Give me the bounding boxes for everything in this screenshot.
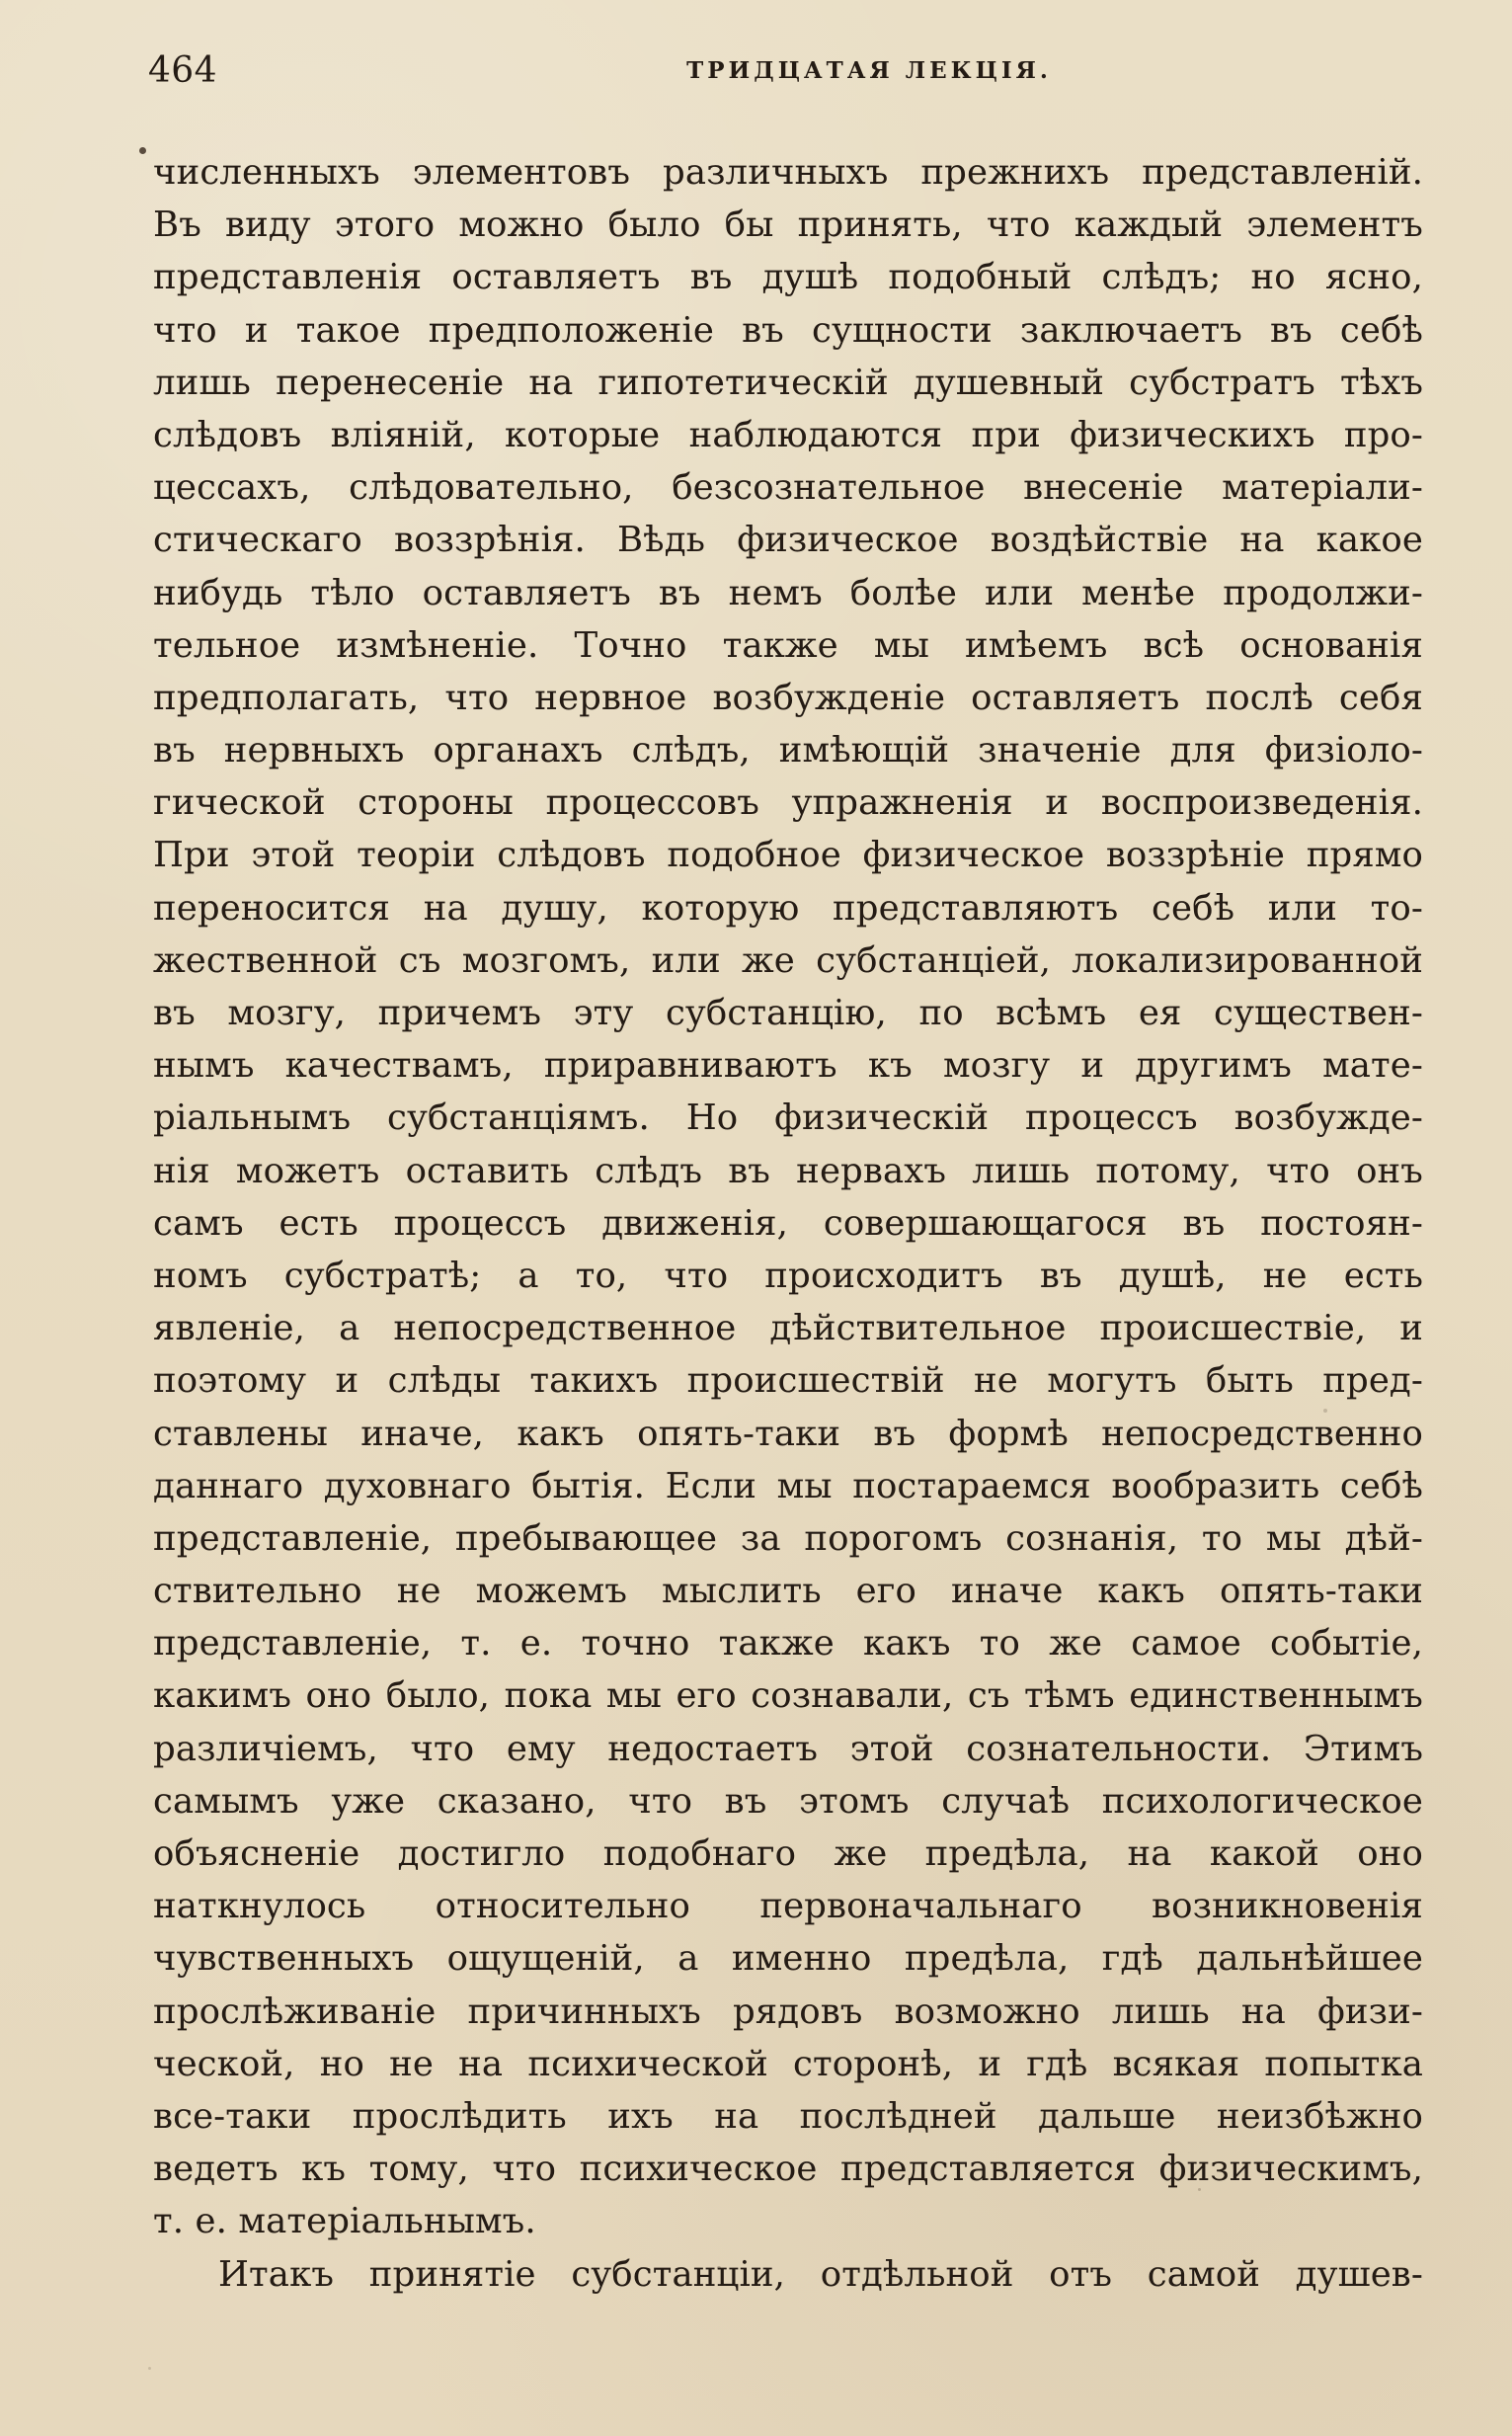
- page-number: 464: [148, 50, 217, 91]
- text-line-13: гической стороны процессовъ упражненія и воспроизведенія.: [153, 782, 1423, 824]
- paper-speck: [148, 2367, 151, 2370]
- text-line-3: представленія оставляетъ въ душѣ подобный слѣдъ; но ясно,: [153, 257, 1423, 298]
- text-line-32: самымъ уже сказано, что въ этомъ случаѣ психологическое: [153, 1780, 1423, 1822]
- text-line-5: лишь перенесеніе на гипотетическій душевный субстратъ тѣхъ: [153, 362, 1423, 403]
- text-line-30: какимъ оно было, пока мы его сознавали, съ тѣмъ единственнымъ: [153, 1675, 1423, 1717]
- text-line-29: представленіе, т. е. точно также какъ то же самое событіе,: [153, 1623, 1423, 1665]
- text-line-27: представленіе, пребывающее за порогомъ сознанія, то мы дѣй-: [153, 1517, 1423, 1559]
- text-line-16: жественной съ мозгомъ, или же субстанціей, локализированной: [153, 939, 1423, 981]
- text-line-18: нымъ качествамъ, приравниваютъ къ мозгу и другимъ мате-: [153, 1045, 1423, 1087]
- text-line-37: ческой, но не на психической сторонѣ, и гдѣ всякая попытка: [153, 2043, 1423, 2084]
- body-text: [153, 146, 1423, 2301]
- text-line-38: все-таки прослѣдить ихъ на послѣдней дальше неизбѣжно: [153, 2095, 1423, 2137]
- text-line-15: переносится на душу, которую представляютъ себѣ или то-: [153, 887, 1423, 929]
- text-line-9: нибудь тѣло оставляетъ въ немъ болѣе или менѣе продолжи-: [153, 572, 1423, 613]
- text-line-12: въ нервныхъ органахъ слѣдъ, имѣющій значеніе для физіоло-: [153, 730, 1423, 771]
- text-line-20: нія можетъ оставить слѣдъ въ нервахъ лишь потому, что онъ: [153, 1150, 1423, 1191]
- text-line-35: чувственныхъ ощущеній, а именно предѣла, гдѣ дальнѣйшее: [153, 1938, 1423, 1980]
- text-line-7: цессахъ, слѣдовательно, безсознательное внесеніе матеріали-: [153, 467, 1423, 509]
- text-line-6: слѣдовъ вліяній, которые наблюдаются при физическихъ про-: [153, 414, 1423, 455]
- text-line-33: объясненіе достигло подобнаго же предѣла, на какой оно: [153, 1833, 1423, 1874]
- text-line-17: въ мозгу, причемъ эту субстанцію, по всѣмъ ея существен-: [153, 993, 1423, 1033]
- text-line-22: номъ субстратѣ; а то, что происходитъ въ душѣ, не есть: [153, 1255, 1423, 1296]
- text-line-25: ставлены иначе, какъ опять-таки въ формѣ непосредственно: [153, 1413, 1423, 1454]
- text-line-36: прослѣживаніе причинныхъ рядовъ возможно лишь на физи-: [153, 1990, 1423, 2032]
- text-line-10: тельное измѣненіе. Точно также мы имѣемъ всѣ основанія: [153, 624, 1423, 666]
- text-line-41: Итакъ принятіе субстанціи, отдѣльной отъ самой душев-: [218, 2253, 1423, 2295]
- text-line-31: различіемъ, что ему недостаетъ этой сознательности. Этимъ: [153, 1728, 1423, 1769]
- text-line-28: ствительно не можемъ мыслить его иначе какъ опять-таки: [153, 1571, 1423, 1612]
- text-line-11: предполагать, что нервное возбужденіе оставляетъ послѣ себя: [153, 677, 1423, 718]
- text-line-23: явленіе, а непосредственное дѣйствительное происшествіе, и: [153, 1308, 1423, 1349]
- text-line-21: самъ есть процессъ движенія, совершающагося въ постоян-: [153, 1202, 1423, 1244]
- text-line-24: поэтому и слѣды такихъ происшествій не могутъ быть пред-: [153, 1360, 1423, 1402]
- text-line-14: При этой теоріи слѣдовъ подобное физическое воззрѣніе прямо: [153, 835, 1423, 876]
- text-line-8: стическаго воззрѣнія. Вѣдь физическое воздѣйствіе на какое: [153, 520, 1423, 561]
- text-line-19: ріальнымъ субстанціямъ. Но физическій процессъ возбужде-: [153, 1097, 1423, 1139]
- ink-mark: [139, 147, 146, 154]
- text-line-34: наткнулось относительно первоначальнаго возникновенія: [153, 1886, 1423, 1927]
- text-line-26: даннаго духовнаго бытія. Если мы постараемся вообразить себѣ: [153, 1465, 1423, 1506]
- text-line-40: т. е. матеріальнымъ.: [153, 2201, 536, 2242]
- text-line-39: ведетъ къ тому, что психическое представляется физическимъ,: [153, 2149, 1423, 2190]
- text-line-1: численныхъ элементовъ различныхъ прежнихъ представленій.: [153, 152, 1423, 193]
- text-line-2: Въ виду этого можно было бы принять, что каждый элементъ: [153, 204, 1423, 246]
- page-header: [148, 50, 1416, 113]
- text-line-4: что и такое предположеніе въ сущности заключаетъ въ себѣ: [153, 309, 1423, 351]
- running-head: ТРИДЦАТАЯ ЛЕКЦІЯ.: [686, 57, 1052, 84]
